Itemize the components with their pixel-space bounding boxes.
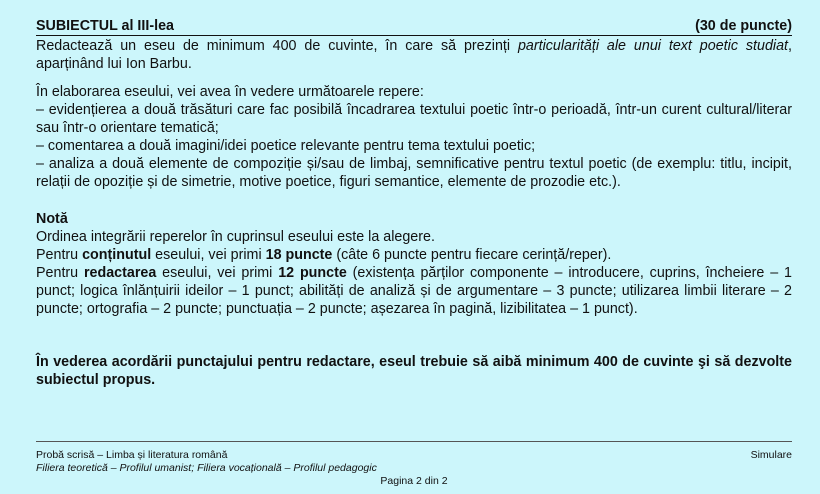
footer-session: Simulare [750,449,792,461]
note-content-points: Pentru conținutul eseului, vei primi 18 puncte (câte 6 puncte pentru fiecare cerință/reper). [36,247,612,263]
landmark-item: – analiza a două elemente de compoziție și/sau de limbaj, semnificative pentru textul poetic (de exemplu: titlu, incipit, relații de opoziție și de simetrie, motive poetice, figuri semantice, elemente de prozodie etc.). [36,156,792,190]
landmark-item: – evidențierea a două trăsături care fac posibilă încadrarea textului poetic într-o perioadă, într-un curent cultural/literar sau într-o orientare tematică; [36,102,792,136]
final-note: În vederea acordării punctajului pentru redactare, eseul trebuie să aibă minimum 400 de cuvinte şi să dezvolte subiectul propus. [36,354,792,388]
note-title: Notă [36,211,68,227]
footer-exam-name: Probă scrisă – Limba și literatura română [36,449,228,461]
task-emphasis: particularități ale unui text poetic studiat [517,38,788,54]
note-order: Ordinea integrării reperelor în cuprinsul eseului este la alegere. [36,229,435,245]
landmarks-intro: În elaborarea eseului, vei avea în vedere următoarele repere: [36,84,424,100]
footer-track: Filiera teoretică – Profilul umanist; Filiera vocațională – Profilul pedagogic [36,462,377,474]
landmark-item: – comentarea a două imagini/idei poetice relevante pentru tema textului poetic; [36,138,536,154]
subject-points: (30 de puncte) [695,18,792,34]
page-number: Pagina 2 din 2 [380,475,448,487]
note-drafting-points: Pentru redactarea eseului, vei primi 12 puncte (existența părților componente – introducere, cuprins, încheiere – 1 punct; logica înlănțuirii ideilor – 1 punct; abilități de analiză și de argumentare – 3 puncte; utilizarea limbii literare – 2 puncte; ortografia – 2 puncte; punctuația – 2 puncte; așezarea în pagină, lizibilitatea – 1 punct). [36,265,792,317]
task-statement: Redactează un eseu de minimum 400 de cuvinte, în care să prezinți particularități ale unui text poetic studiat, aparținând lui Ion Barbu. [36,38,792,72]
subject-title: SUBIECTUL al III-lea [36,18,174,34]
subject-header [36,17,792,36]
footer-divider [36,441,792,442]
